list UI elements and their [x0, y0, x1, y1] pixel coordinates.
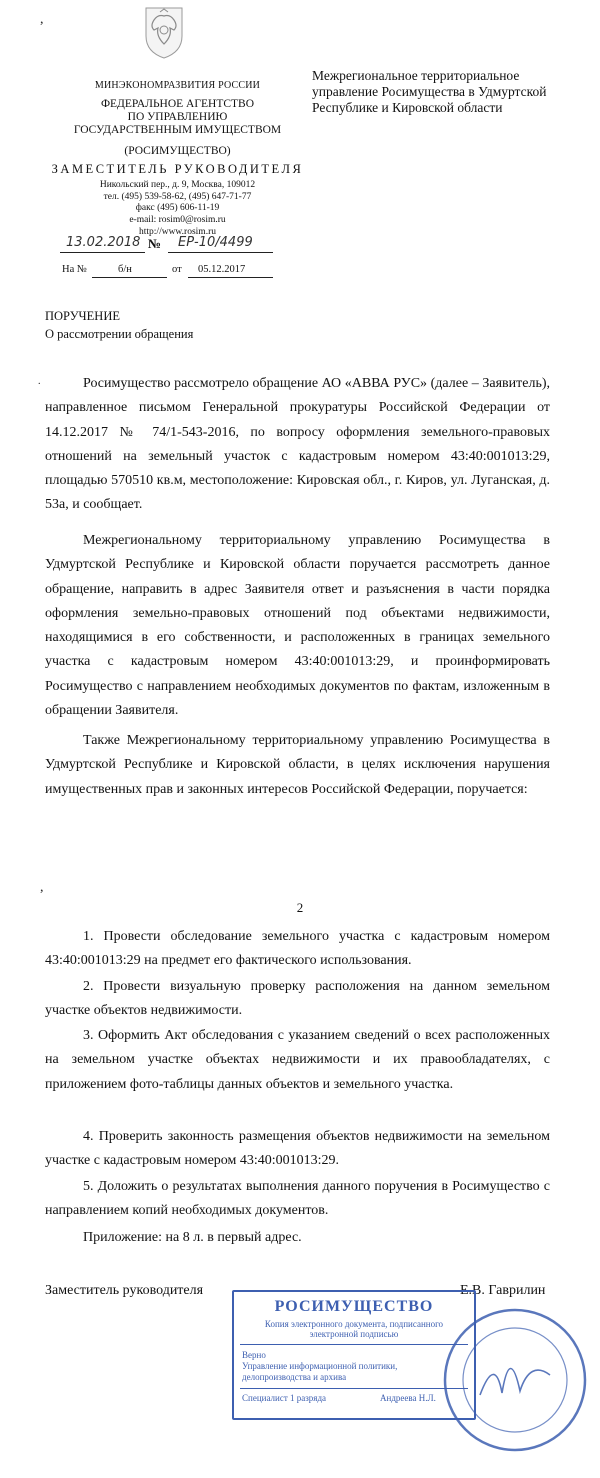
- task-item-4: 4. Проверить законность размещения объектов недвижимости на земельном участке с кадастровым номером 43:40:001013:29.: [45, 1129, 550, 1169]
- agency-name: [45, 98, 310, 138]
- body-paragraph-3: Также Межрегиональному территориальному управлению Росимущества в Удмуртской Республике и Кировской области, в целях исключения нарушения имущественных прав и законных интересов Российской Федерации, поручается:: [45, 733, 550, 797]
- stamp-divider: [240, 1344, 468, 1345]
- date-underline: [60, 252, 145, 253]
- task-item-3: 3. Оформить Акт обследования с указанием сведений о всех расположенных на земельном участке объектах недвижимости и их правообладателях, с приложением фото-таблицы данных объектов и земельного участка.: [45, 1028, 550, 1092]
- ref-from: от: [172, 264, 182, 275]
- scan-dot: .: [38, 376, 41, 387]
- ref-number: б/н: [118, 264, 132, 275]
- outgoing-date: 13.02.2018: [66, 235, 141, 250]
- page-number: 2: [296, 900, 304, 915]
- stamp-title: РОСИМУЩЕСТВО: [274, 1298, 434, 1315]
- agency-line: ФЕДЕРАЛЬНОЕ АГЕНТСТВО: [100, 98, 255, 110]
- number-underline: [168, 252, 273, 253]
- contact-line: тел. (495) 539-58-62, (495) 647-71-77: [103, 191, 252, 202]
- contact-line: факс (495) 606-11-19: [135, 203, 220, 214]
- ministry-name: МИНЭКОНОМРАЗВИТИЯ РОССИИ: [94, 80, 261, 91]
- stamp-person: Андреева Н.Л.: [380, 1393, 436, 1403]
- agency-short-name: (РОСИМУЩЕСТВО): [124, 145, 231, 157]
- ref-prefix: На №: [62, 264, 87, 275]
- contact-line: e-mail: rosim0@rosim.ru: [129, 215, 226, 226]
- body-paragraph-1: Росимущество рассмотрело обращение АО «АВВА РУС» (далее – Заявитель), направленное письмом Генеральной прокуратуры Российской Федерации от 14.12.2017 № 74/1-543-2016, по вопросу оформления земельного-правовых отношений на земельный участок с кадастровым номером 43:40:001013:29, площадью 570510 кв.м, местоположение: Кировская обл., г. Киров, ул. Луганская, д. 53а, и сообщает.: [45, 376, 550, 513]
- deputy-title: ЗАМЕСТИТЕЛЬ РУКОВОДИТЕЛЯ: [51, 162, 304, 176]
- signatory-name: Е.В. Гаврилин: [460, 1283, 546, 1298]
- stamp-position: Специалист 1 разряда: [242, 1393, 327, 1403]
- subject-block: [45, 308, 193, 343]
- ref-date: 05.12.2017: [198, 264, 246, 275]
- stamp-verified: Верно: [242, 1350, 266, 1360]
- addressee: Межрегиональное территориальное управление Росимущества в Удмуртской Республике и Кировской области: [312, 68, 547, 115]
- scan-tick-mark: ,: [40, 12, 44, 27]
- ref-number-underline: [92, 277, 167, 278]
- stamp-department: Управление информационной политики,: [242, 1361, 398, 1371]
- signatory-title: Заместитель руководителя: [45, 1283, 204, 1298]
- electronic-signature-stamp: [232, 1290, 476, 1420]
- outgoing-number: ЕР-10/4499: [178, 235, 253, 250]
- contact-line: http://www.rosim.ru: [139, 226, 216, 237]
- stamp-subtitle: [234, 1319, 474, 1340]
- body-paragraph-2: Межрегиональному территориальному управлению Росимущества в Удмуртской Республике и Кировской области поручается рассмотреть данное обращение, направить в адрес Заявителя ответ и разъяснения в части порядка оформления земельно-правовых отношений под объектами недвижимости, находящимися в его собственности, и расположенных в границах земельного участка с кадастровым номером 43:40:001013:29, и проинформировать Росимущество с направлением необходимых документов по фактам, изложенным в обращении Заявителя.: [45, 533, 550, 719]
- subject-title: ПОРУЧЕНИЕ: [45, 309, 120, 323]
- scan-tick-mark: ,: [40, 880, 44, 895]
- contact-line: Никольский пер., д. 9, Москва, 109012: [99, 180, 256, 190]
- number-sign: №: [148, 236, 162, 251]
- agency-line: ГОСУДАРСТВЕННЫМ ИМУЩЕСТВОМ: [73, 124, 282, 137]
- russian-coat-of-arms-emblem: [140, 6, 188, 60]
- attachment-note: Приложение: на 8 л. в первый адрес.: [83, 1230, 302, 1245]
- subject-text: О рассмотрении обращения: [45, 326, 194, 341]
- stamp-divider: [240, 1388, 468, 1389]
- contacts-block: [45, 180, 310, 238]
- ref-date-underline: [188, 277, 273, 278]
- stamp-department: делопроизводства и архива: [242, 1372, 347, 1382]
- task-item-2: 2. Провести визуальную проверку расположения на данном земельном участке объектов недвижимости.: [45, 979, 550, 1019]
- task-item-1: 1. Провести обследование земельного участка с кадастровым номером 43:40:001013:29 на предмет его фактического использования.: [45, 929, 550, 969]
- agency-line: ПО УПРАВЛЕНИЮ: [127, 111, 228, 124]
- task-item-5: 5. Доложить о результатах выполнения данного поручения в Росимущество с направлением копий необходимых документов.: [45, 1179, 550, 1219]
- stamp-subtitle-line: электронной подписью: [309, 1329, 399, 1340]
- stamp-subtitle-line: Копия электронного документа, подписанного: [264, 1319, 444, 1329]
